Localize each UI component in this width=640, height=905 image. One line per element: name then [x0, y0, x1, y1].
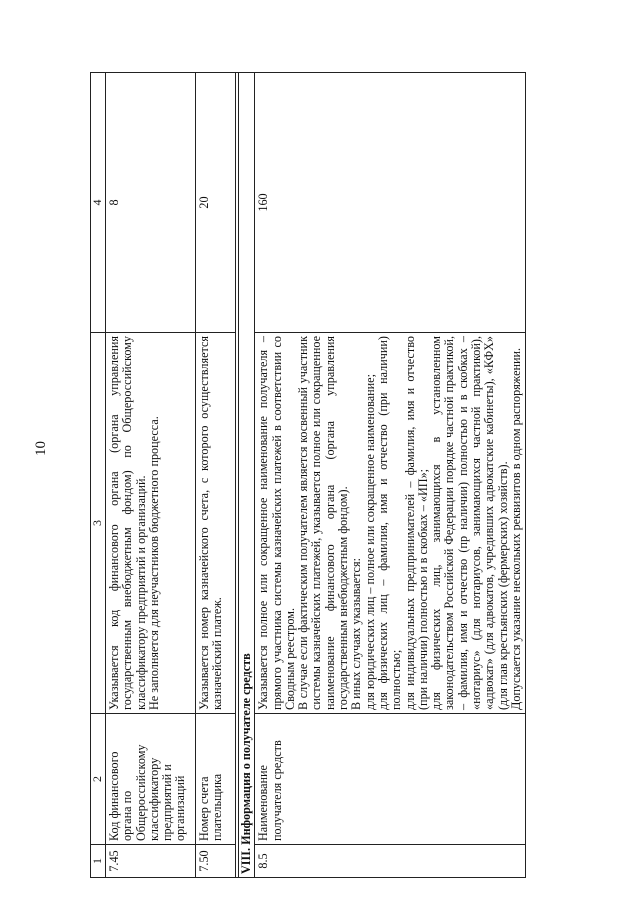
field-description — [106, 333, 196, 714]
field-name: Номер счета плательщика — [196, 714, 236, 845]
row-number: 7.45 — [106, 845, 196, 878]
description-text: Указывается код финансового органа (органа управления государственным внебюджетным фондом) по Общероссийскому классификатору предприятий и организаций. Не заполняется для неучастников бюджетного процесса. — [107, 336, 161, 710]
table-row — [106, 73, 196, 878]
requisites-table — [90, 72, 526, 878]
table-row — [255, 73, 526, 878]
table-row — [196, 73, 236, 878]
col-header-1: 1 — [91, 845, 106, 878]
col-header-4: 4 — [91, 73, 106, 333]
section-title: VIII. Информация о получателе средств — [239, 73, 255, 878]
field-description — [255, 333, 526, 714]
field-length: 20 — [196, 73, 236, 333]
field-name: Наименование получателя средств — [255, 714, 526, 845]
header-row — [91, 73, 106, 878]
row-number: 8.5 — [255, 845, 526, 878]
row-number: 7.50 — [196, 845, 236, 878]
field-length: 8 — [106, 73, 196, 333]
description-text: Указывается полное или сокращенное наименование получателя – прямого участника системы казначейских платежей в соответствии со Сводным реестром. В случае если фактическим получателем является косвенный участник системы казначейских платежей, указывается полное или сокращенное наименование финансового органа (органа управления государственным внебюджетным фондом). В иных случаях указывается: для юридических лиц – полное или сокращенное наименование; для физических лиц – фамилия, имя и отчество (при наличии) полностью; для индивидуальных предпринимателей – фамилия, имя и отчество (при наличии) полностью и в скобках – «ИП»; для физических лиц, занимающихся в установленном законодательством Российской Федерации порядке частной практикой, – фамилия, имя и отчество (пр наличии) полностью и в скобках – «нотариус» (для нотариусов, занимающихся частной практикой), «адвокат» (для адвокатов, учредивших адвокатские кабинеты), «КФХ» (для глав крестьянских (фермерских) хозяйств). Допускается указание нескольких реквизитов в одном распоряжении. — [256, 336, 523, 710]
col-header-3: 3 — [91, 333, 106, 714]
page-number: 10 — [33, 441, 49, 456]
field-name: Код финансового органа по Общероссийскому классификатору предприятий и организаций — [106, 714, 196, 845]
section-row — [239, 73, 255, 878]
rotated-page-content — [90, 73, 615, 878]
col-header-2: 2 — [91, 714, 106, 845]
field-description: Указывается номер казначейского счета, с которого осуществляется казначейский платеж. — [196, 333, 236, 714]
field-length: 160 — [255, 73, 526, 333]
